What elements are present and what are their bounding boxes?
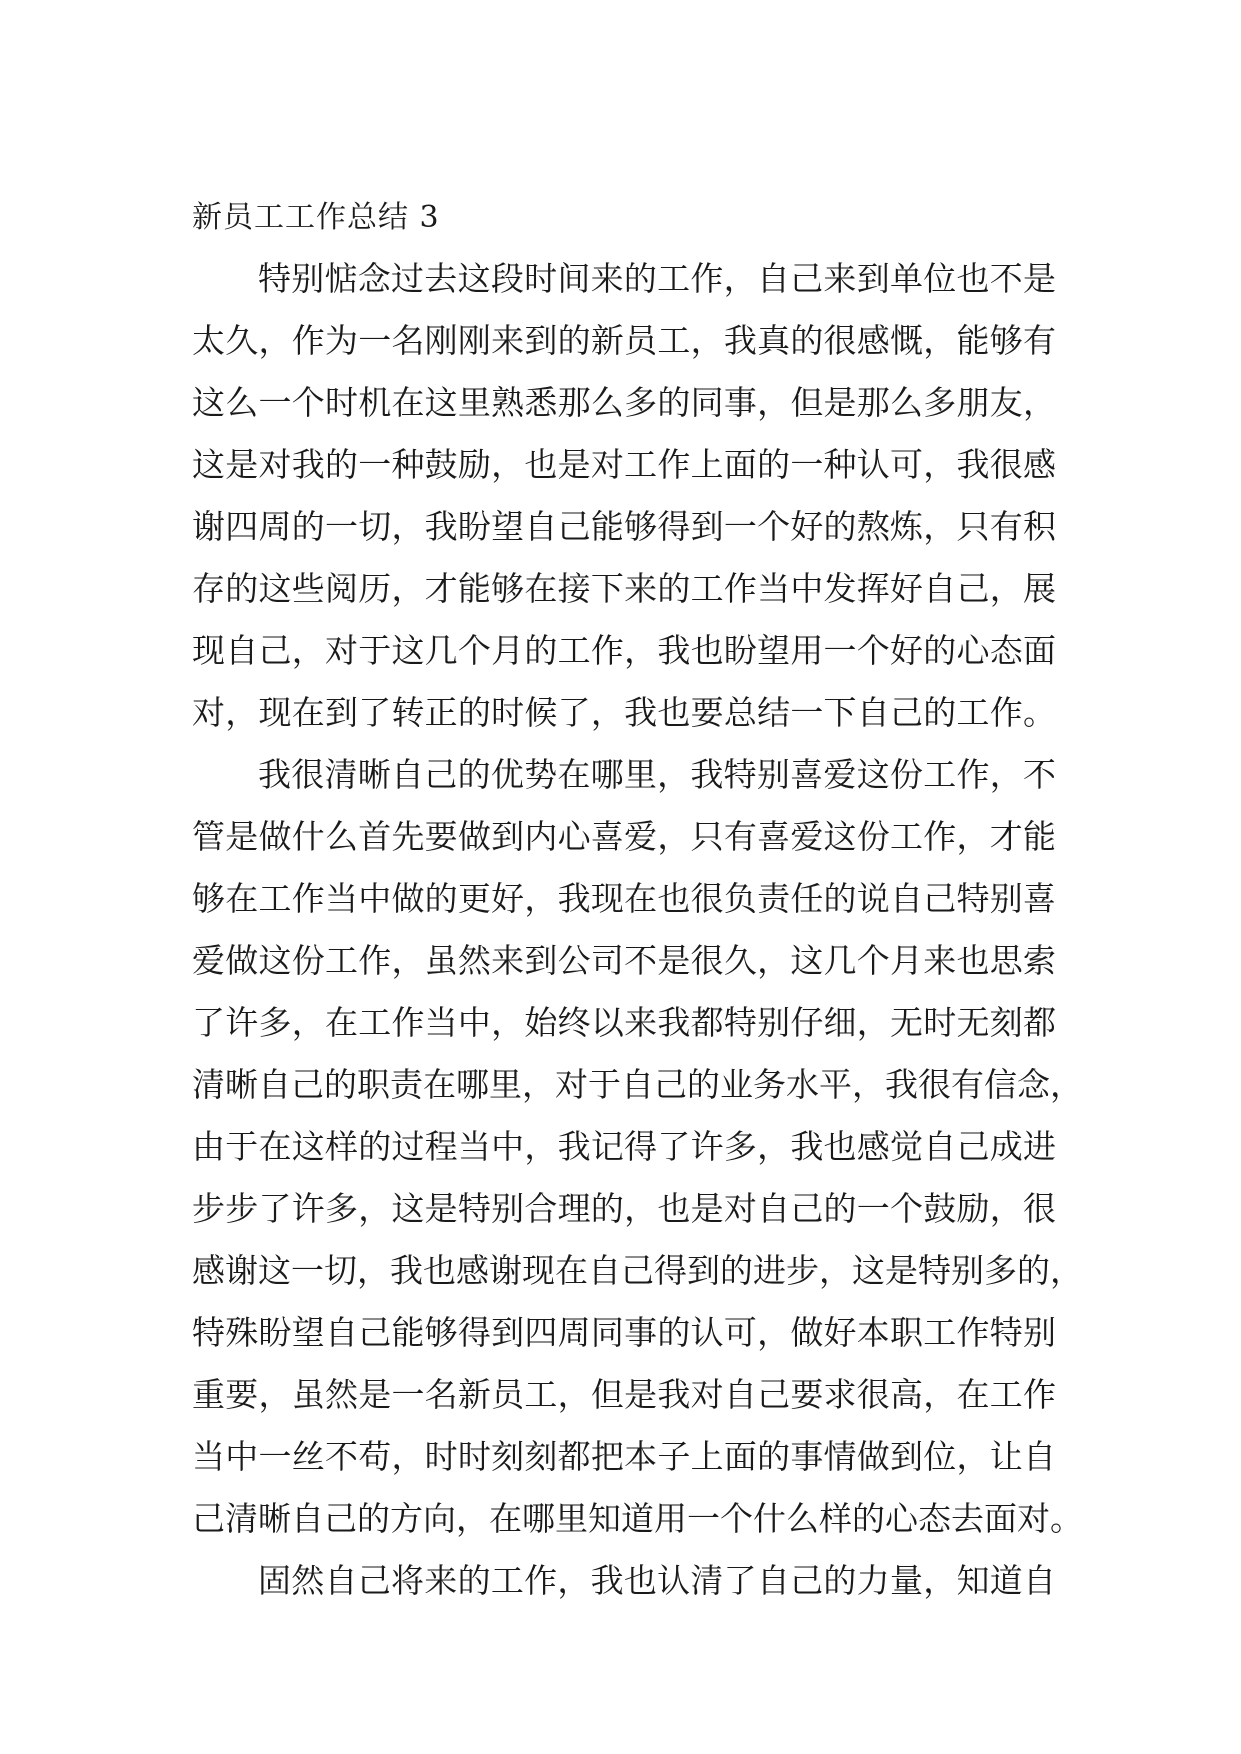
paragraph-line: 谢四周的一切，我盼望自己能够得到一个好的熬炼，只有积 [192,507,1056,546]
paragraph-line: 管是做什么首先要做到内心喜爱，只有喜爱这份工作，才能 [192,817,1056,856]
paragraph-line: 固然自己将来的工作，我也认清了自己的力量，知道自 [258,1561,1056,1600]
paragraph-line: 我很清晰自己的优势在哪里，我特别喜爱这份工作，不 [258,755,1056,794]
paragraph-line: 这是对我的一种鼓励，也是对工作上面的一种认可，我很感 [192,445,1056,484]
document-body [192,188,1083,1612]
paragraph-line: 特殊盼望自己能够得到四周同事的认可，做好本职工作特别 [192,1313,1056,1352]
paragraph-line: 对，现在到了转正的时候了，我也要总结一下自己的工作。 [192,693,1056,732]
paragraph-line: 当中一丝不苟，时时刻刻都把本子上面的事情做到位，让自 [192,1437,1056,1476]
paragraph-line: 太久，作为一名刚刚来到的新员工，我真的很感慨，能够有 [192,321,1056,360]
paragraph-line: 重要，虽然是一名新员工，但是我对自己要求很高，在工作 [192,1375,1056,1414]
document-title: 新员工工作总结 3 [192,200,440,235]
paragraph-line: 这么一个时机在这里熟悉那么多的同事，但是那么多朋友， [192,383,1056,422]
paragraph-line: 清晰自己的职责在哪里，对于自己的业务水平，我很有信念， [192,1065,1083,1104]
paragraph-line: 够在工作当中做的更好，我现在也很负责任的说自己特别喜 [192,879,1056,918]
paragraph-line: 现自己，对于这几个月的工作，我也盼望用一个好的心态面 [192,631,1056,670]
paragraph-line: 存的这些阅历，才能够在接下来的工作当中发挥好自己，展 [192,569,1056,608]
paragraph-3 [192,1550,1056,1612]
paragraph-line: 己清晰自己的方向，在哪里知道用一个什么样的心态去面对。 [192,1499,1083,1538]
paragraph-line: 了许多，在工作当中，始终以来我都特别仔细，无时无刻都 [192,1003,1056,1042]
paragraph-line: 特别惦念过去这段时间来的工作，自己来到单位也不是 [258,259,1056,298]
paragraph-1 [192,248,1056,744]
paragraph-line: 由于在这样的过程当中，我记得了许多，我也感觉自己成进 [192,1127,1056,1166]
paragraph-line: 感谢这一切，我也感谢现在自己得到的进步，这是特别多的， [192,1251,1083,1290]
paragraph-line: 爱做这份工作，虽然来到公司不是很久，这几个月来也思索 [192,941,1056,980]
paragraph-line: 步步了许多，这是特别合理的，也是对自己的一个鼓励，很 [192,1189,1056,1228]
paragraph-2 [192,744,1083,1550]
